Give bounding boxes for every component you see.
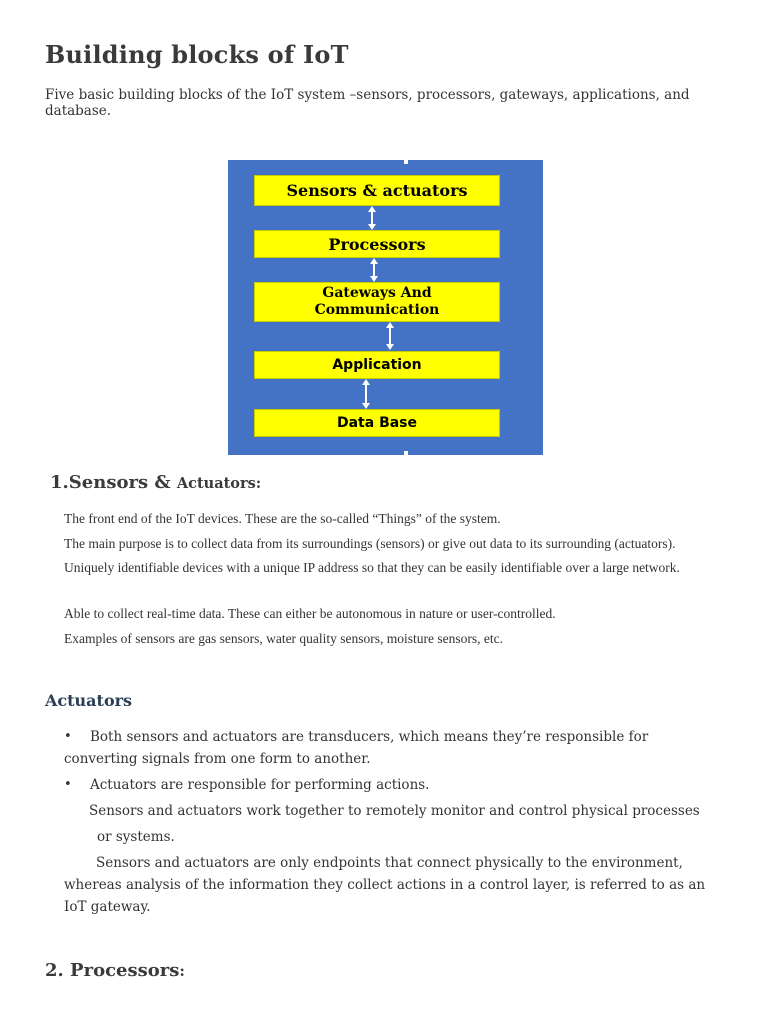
- page-title: Building blocks of IoT: [45, 40, 349, 69]
- section-1-paragraph: The main purpose is to collect data from its surroundings (sensors) or give out data to its surrounding (actuators).: [64, 536, 676, 551]
- arrow-2-icon: [369, 258, 379, 282]
- section-2-title-small: :: [179, 962, 185, 980]
- section-1-paragraph: Examples of sensors are gas sensors, water quality sensors, moisture sensors, etc.: [64, 631, 504, 646]
- section-1-paragraph: The front end of the IoT devices. These are the so-called “Things” of the system.: [64, 511, 501, 526]
- section-1-paragraph: Able to collect real-time data. These can either be autonomous in nature or user-controlled.: [64, 606, 556, 621]
- section-1-title-small: Actuators:: [176, 475, 262, 492]
- block-gateways-communication: [254, 282, 500, 322]
- block-gateways-line1: Gateways And: [322, 285, 432, 301]
- block-gateways-line2: Communication: [314, 302, 440, 318]
- actuators-paragraph-2: Sensors and actuators are only endpoints that connect physically to the environment, whereas analysis of the information they collect actions in a control layer, is referred to as an IoT gateway.: [64, 855, 706, 915]
- arrow-3-icon: [385, 322, 395, 350]
- section-1-paragraph: Uniquely identifiable devices with a unique IP address so that they can be easily identifiable over a large network.: [64, 560, 680, 575]
- block-database: Data Base: [254, 409, 500, 437]
- arrow-1-icon: [367, 206, 377, 230]
- intro-text: Five basic building blocks of the IoT system –sensors, processors, gateways, applications, and database.: [45, 87, 690, 119]
- diagram-top-notch: [404, 160, 408, 164]
- actuators-bullet-1: Both sensors and actuators are transducers, which means they’re responsible for converting signals from one form to another.: [64, 729, 649, 767]
- block-application: Application: [254, 351, 500, 379]
- section-2-title: 2. Processors: [45, 960, 180, 981]
- bullet-dot: •: [64, 777, 72, 792]
- actuators-bullet-2: Actuators are responsible for performing actions.: [90, 777, 430, 793]
- block-processors: Processors: [254, 230, 500, 258]
- arrow-4-icon: [361, 379, 371, 409]
- section-1-heading: [50, 472, 261, 493]
- section-2-heading: [45, 960, 185, 981]
- block-sensors-actuators: Sensors & actuators: [254, 175, 500, 206]
- diagram-bottom-notch: [404, 451, 408, 455]
- iot-blocks-diagram: [228, 160, 543, 455]
- section-1-number: 1.: [50, 472, 69, 493]
- actuators-paragraph-1-line-2: or systems.: [97, 829, 175, 845]
- section-1-title: Sensors &: [68, 472, 177, 493]
- actuators-heading: Actuators: [45, 691, 133, 710]
- bullet-dot: •: [64, 729, 72, 744]
- actuators-paragraph-1-line-1: Sensors and actuators work together to remotely monitor and control physical processes: [89, 803, 700, 819]
